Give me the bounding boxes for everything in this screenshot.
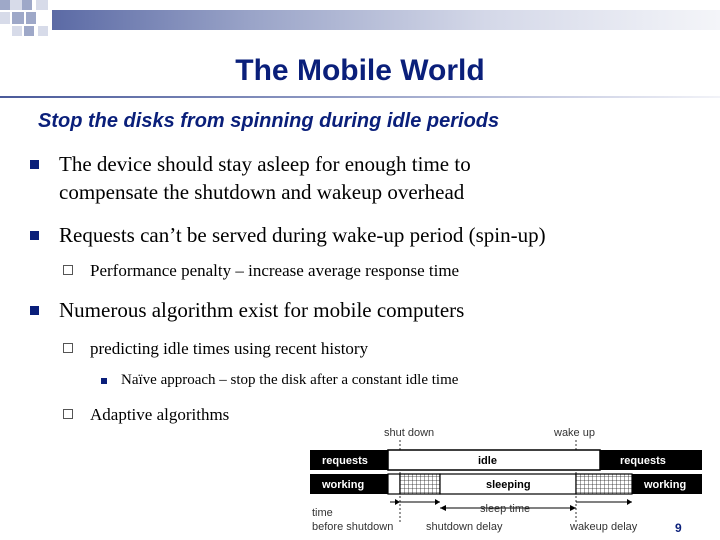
sleeping-label: sleeping <box>486 479 531 491</box>
decor-square <box>0 0 10 10</box>
requests-label-right: requests <box>620 455 666 467</box>
decor-square <box>38 26 48 36</box>
bullet-text <box>59 150 471 206</box>
bullet-line: The device should stay asleep for enough time to <box>59 152 471 176</box>
header-band <box>52 10 720 30</box>
sub-sub-bullet-marker <box>101 378 107 384</box>
sub-bullet-text: Performance penalty – increase average response time <box>90 261 460 280</box>
pre-shutdown-bar <box>388 474 400 494</box>
disk-state-diagram <box>308 424 704 540</box>
decor-square <box>36 0 48 10</box>
wakeup-delay-label: wakeup delay <box>570 521 638 533</box>
decor-square <box>10 0 22 10</box>
arrow-head <box>395 499 400 505</box>
arrow-head <box>570 505 576 511</box>
bullet-marker <box>30 306 39 315</box>
sub-bullet-marker <box>63 409 73 419</box>
shutdown-delay-bar <box>400 474 440 494</box>
sub-bullet-marker <box>63 343 73 353</box>
wakeup-label: wake up <box>554 427 595 439</box>
idle-label: idle <box>478 455 497 467</box>
sub-bullet-marker <box>63 265 73 275</box>
decor-square <box>12 26 22 36</box>
time-label: time <box>312 507 333 519</box>
decor-square <box>12 12 24 24</box>
decor-square <box>24 26 34 36</box>
decor-square <box>22 0 32 10</box>
page-number: 9 <box>675 521 682 535</box>
requests-label-left: requests <box>322 455 368 467</box>
bullet-text: Requests can’t be served during wake-up period (spin-up) <box>59 223 546 247</box>
decor-square <box>0 12 10 24</box>
working-label-left: working <box>322 479 365 491</box>
arrow-head <box>435 499 440 505</box>
sub-sub-bullet-text: Naïve approach – stop the disk after a constant idle time <box>121 372 459 388</box>
sub-bullet-text: predicting idle times using recent history <box>90 339 369 358</box>
bullet-marker <box>30 231 39 240</box>
title-underline <box>0 96 720 98</box>
slide-title: The Mobile World <box>235 54 485 87</box>
bullet-line: compensate the shutdown and wakeup overhead <box>59 180 465 204</box>
decor-square <box>26 12 36 24</box>
sub-bullet-text: Adaptive algorithms <box>90 405 230 424</box>
shutdown-label: shut down <box>384 427 435 439</box>
wakeup-delay-bar <box>576 474 632 494</box>
slide-subtitle: Stop the disks from spinning during idle periods <box>38 110 500 132</box>
bullet-marker <box>30 160 39 169</box>
sleep-time-label: sleep time <box>480 503 531 515</box>
before-shutdown-label: before shutdown <box>312 521 394 533</box>
shutdown-delay-label: shutdown delay <box>426 521 503 533</box>
working-label-right: working <box>644 479 687 491</box>
bullet-text: Numerous algorithm exist for mobile computers <box>59 298 465 322</box>
arrow-head <box>440 505 446 511</box>
arrow-head <box>627 499 632 505</box>
